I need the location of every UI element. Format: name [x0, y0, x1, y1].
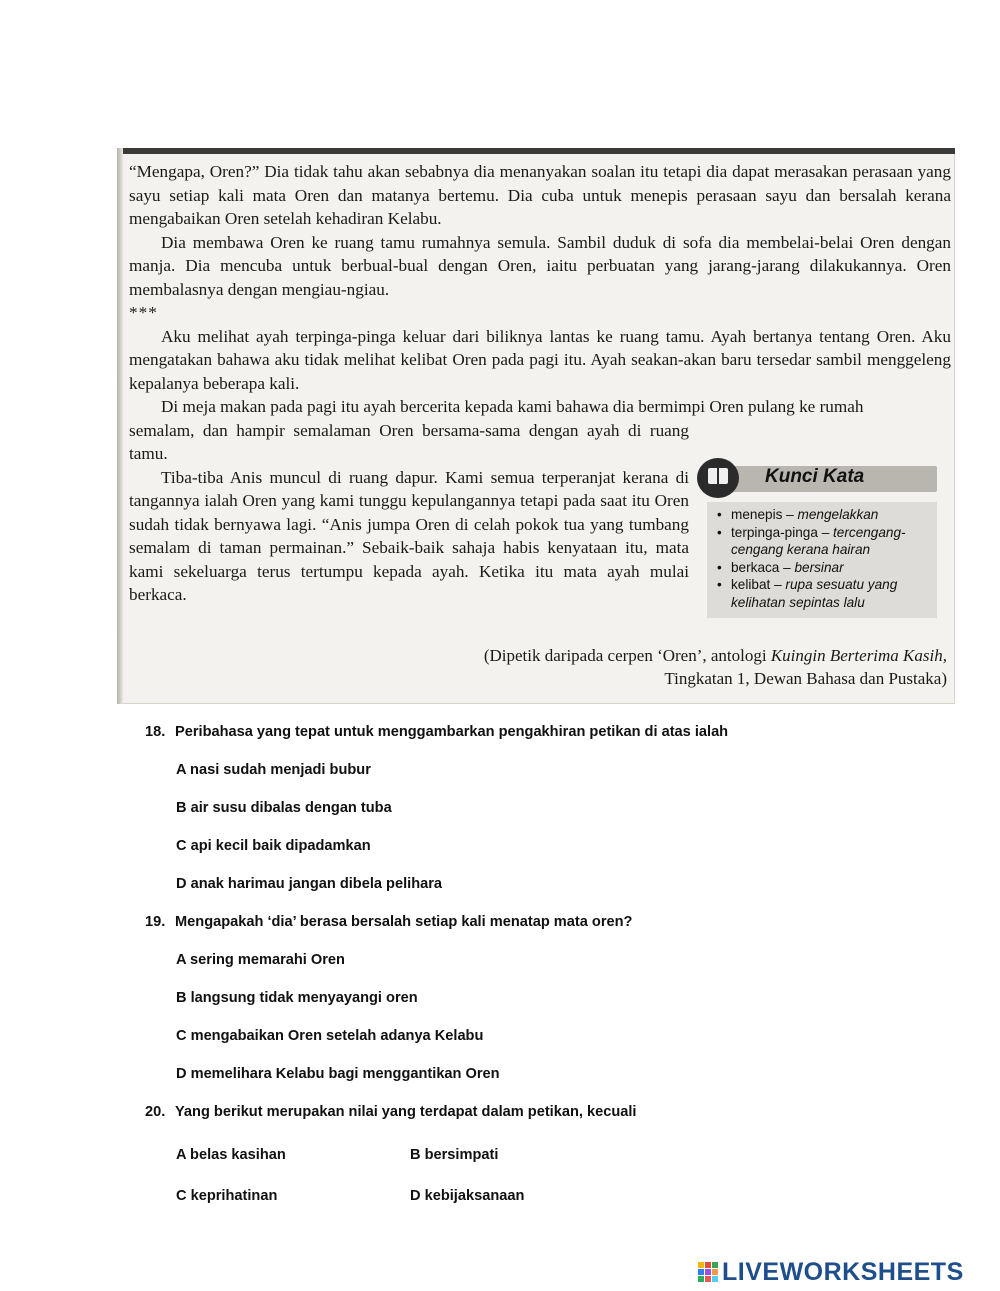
kunci-word: kelibat – — [731, 577, 786, 593]
option-18c[interactable]: C api kecil baik dipadamkan — [176, 838, 371, 854]
kunci-kata-title: Kunci Kata — [765, 466, 865, 487]
source-line-2: Tingkatan 1, Dewan Bahasa dan Pustaka) — [664, 669, 947, 688]
passage-scan — [117, 148, 955, 704]
kunci-item — [715, 559, 929, 577]
kunci-definition: rupa sesuatu yang kelihatan sepintas lalu — [731, 577, 898, 610]
paragraph-4b: semalam, dan hampir semalaman Oren bersama-sama dengan ayah di ruang tamu. — [129, 420, 689, 463]
option-19b[interactable]: B langsung tidak menyayangi oren — [176, 990, 418, 1006]
source-text: (Dipetik daripada cerpen ‘Oren’, antologi — [483, 646, 771, 665]
kunci-definition: mengelakkan — [797, 507, 879, 522]
kunci-definition: bersinar — [794, 559, 844, 575]
paragraph-4a: Di meja makan pada pagi itu ayah bercerita kepada kami bahawa dia bermimpi Oren pulang ke rumah — [161, 397, 864, 416]
kunci-kata-box — [697, 458, 937, 618]
source-title: Kuingin Berterima Kasih, — [770, 646, 947, 665]
option-20a[interactable]: A belas kasihan — [176, 1147, 286, 1163]
kunci-item — [715, 524, 929, 559]
kunci-kata-header — [697, 458, 937, 498]
option-19a[interactable]: A sering memarahi Oren — [176, 952, 345, 968]
option-18a[interactable]: A nasi sudah menjadi bubur — [176, 762, 371, 778]
source-line-1 — [484, 644, 947, 667]
paragraph-1: “Mengapa, Oren?” Dia tidak tahu akan sebabnya dia menanyakan soalan itu tetapi dia dapat merasakan perasaan yang sayu setiap kali mata Oren dan matanya bertemu. Dia cuba untuk menepis perasaan sayu dan bersalah kerana mengabaikan Oren setelah kehadiran Kelabu. — [129, 162, 951, 228]
kunci-word: terpinga-pinga – — [731, 524, 834, 540]
question-text: Yang berikut merupakan nilai yang terdapat dalam petikan, kecuali — [175, 1104, 637, 1120]
kunci-word: berkaca – — [731, 559, 795, 575]
question-19 — [145, 914, 632, 930]
logo-text: LIVEWORKSHEETS — [722, 1258, 964, 1286]
question-18 — [145, 724, 728, 740]
question-text: Peribahasa yang tepat untuk menggambarkan pengakhiran petikan di atas ialah — [175, 724, 729, 740]
section-separator: *** — [129, 303, 158, 322]
option-18d[interactable]: D anak harimau jangan dibela pelihara — [176, 876, 443, 892]
kunci-definition: tercengang-cengang kerana hairan — [731, 524, 906, 558]
question-20 — [145, 1104, 636, 1120]
book-icon — [697, 458, 739, 498]
logo-grid-icon — [698, 1262, 718, 1282]
option-19d[interactable]: D memelihara Kelabu bagi menggantikan Oren — [176, 1066, 500, 1082]
kunci-item — [715, 576, 929, 611]
kunci-item — [715, 506, 929, 524]
option-20c[interactable]: C keprihatinan — [176, 1188, 278, 1204]
paragraph-3: Aku melihat ayah terpinga-pinga keluar dari biliknya lantas ke ruang tamu. Ayah bertanya tentang Oren. Aku mengatakan bahawa aku tidak melihat kelibat Oren pada pagi itu. Ayah seakan-akan baru tersedar sambil menggeleng kepalanya beberapa kali. — [129, 326, 951, 393]
option-20d[interactable]: D kebijaksanaan — [410, 1188, 525, 1204]
question-text: Mengapakah ‘dia’ berasa bersalah setiap kali menatap mata oren? — [175, 914, 633, 930]
paragraph-2: Dia membawa Oren ke ruang tamu rumahnya semula. Sambil duduk di sofa dia membelai-belai Oren dengan manja. Dia mencuba untuk berbual-bual dengan Oren, iaitu perbuatan yang jarang-jarang dilakukannya. Oren membalasnya dengan mengiau-ngiau. — [129, 232, 951, 299]
option-18b[interactable]: B air susu dibalas dengan tuba — [176, 800, 392, 816]
question-number: 18. — [145, 724, 166, 740]
paragraph-5: Tiba-tiba Anis muncul di ruang dapur. Kami semua terperanjat kerana di tangannya ialah Oren yang kami tunggu kepulangannya tetapi pada saat itu Oren sudah tidak bernyawa lagi. “Anis jumpa Oren di celah pokok tua yang tumbang semalam di taman permainan.” Sebaik-baik sahaja habis kenyataan itu, mata kami sekeluarga terus tertumpu kepada ayah. Ketika itu mata ayah mulai berkaca. — [129, 467, 689, 604]
question-number: 19. — [145, 914, 166, 930]
kunci-word: menepis – — [731, 507, 798, 522]
option-19c[interactable]: C mengabaikan Oren setelah adanya Kelabu — [176, 1028, 484, 1044]
kunci-kata-list — [707, 502, 937, 618]
option-20b[interactable]: B bersimpati — [410, 1147, 499, 1163]
passage-source — [484, 644, 947, 690]
question-number: 20. — [145, 1104, 166, 1120]
